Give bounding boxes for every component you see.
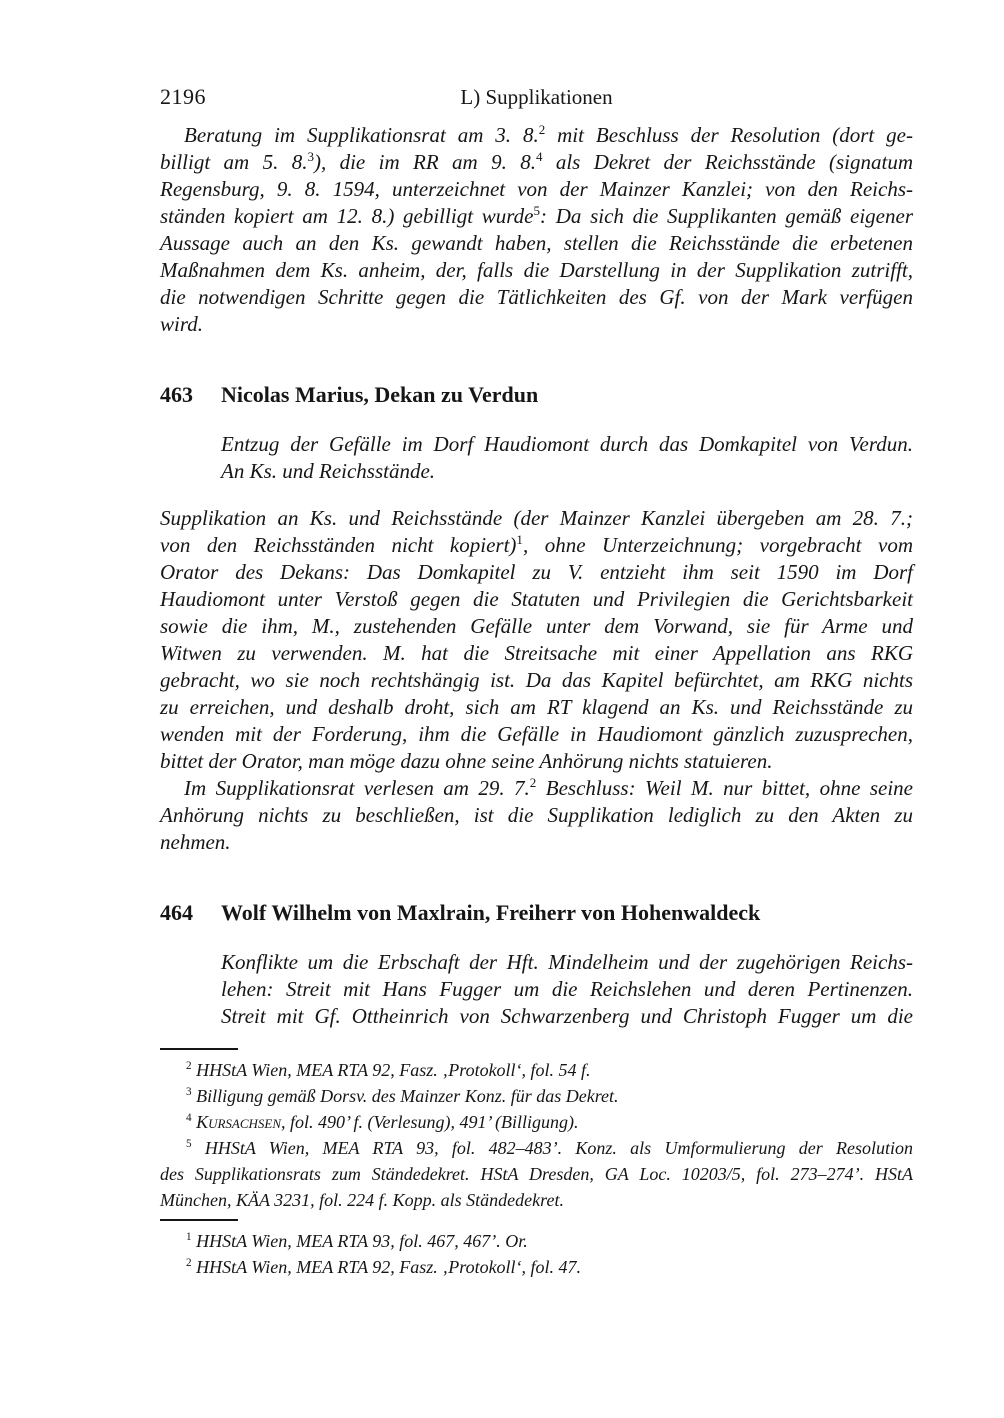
- text-line: Supplikation an Ks. und Reichsstände (der Mainzer Kanzlei übergeben am 28. 7.;: [160, 506, 913, 530]
- text-line: die notwendigen Schritte gegen die Tätlichkeiten des Gf. von der Mark verfügen: [160, 285, 913, 309]
- text-line: sowie die ihm, M., zustehenden Gefälle unter dem Vorwand, sie für Arme und: [160, 614, 913, 638]
- page-number: 2196: [160, 84, 206, 109]
- entry-464-title: Wolf Wilhelm von Maxlrain, Freiherr von Hohenwaldeck: [221, 900, 761, 925]
- text-line: Maßnahmen dem Ks. anheim, der, falls die Darstellung in der Supplikation zutrifft,: [160, 258, 913, 282]
- text-line: Anhörung nichts zu beschließen, ist die Supplikation lediglich zu den Akten zu: [160, 803, 913, 827]
- text-line: gebracht, wo sie noch rechtshängig ist. Da das Kapitel befürchtet, am RKG nichts: [160, 668, 913, 692]
- entry-463-title: Nicolas Marius, Dekan zu Verdun: [221, 382, 539, 407]
- entry-463-number: 463: [160, 382, 193, 407]
- text-line: Entzug der Gefälle im Dorf Haudiomont durch das Domkapitel von Verdun.: [221, 432, 913, 456]
- text-line: billigt am 5. 8.$^3$), die im RR am 9. 8.$^4$ als Dekret der Reichsstände (signatum: [160, 149, 913, 174]
- page-header: [160, 84, 913, 110]
- text-line: $^2$ HHStA Wien, MEA RTA 92, Fasz. ‚Protokoll‘, fol. 54 f.: [186, 1060, 591, 1080]
- text-line: Im Supplikationsrat verlesen am 29. 7.$^2$ Beschluss: Weil M. nur bittet, ohne seine: [184, 775, 914, 800]
- entry-463-heading: [160, 382, 913, 408]
- text-line: Haudiomont unter Verstoß gegen die Statuten und Privilegien die Gerichtsbarkeit: [160, 587, 913, 611]
- text-line: Witwen zu verwenden. M. hat die Streitsache mit einer Appellation ans RKG: [160, 641, 913, 665]
- paragraph-deliberation-462: [160, 122, 913, 338]
- text-line: $^4$ Kursachsen, fol. 490’ f. (Verlesung), 491’ (Billigung).: [186, 1112, 579, 1132]
- footnotes-entry: [160, 1228, 913, 1280]
- entry-463-summary: [221, 431, 913, 485]
- text-line: Konflikte um die Erbschaft der Hft. Mindelheim und der zugehörigen Reichs-: [221, 950, 913, 974]
- footnote-rule: [160, 1048, 238, 1050]
- text-line: Orator des Dekans: Das Domkapitel zu V. entzieht ihm seit 1590 im Dorf: [160, 560, 913, 584]
- text-line: wenden mit der Forderung, ihm die Gefälle in Haudiomont gänzlich zuzusprechen,: [160, 722, 913, 746]
- text-line: ständen kopiert am 12. 8.) gebilligt wurde$^5$: Da sich die Supplikanten gemäß eigener: [160, 203, 914, 228]
- text-line: bittet der Orator, man möge dazu ohne seine Anhörung nichts statuieren.: [160, 749, 773, 773]
- text-line: lehen: Streit mit Hans Fugger um die Reichslehen und deren Pertinenzen.: [221, 977, 913, 1001]
- entry-463-resolution: [160, 775, 913, 856]
- text-line: nehmen.: [160, 830, 231, 854]
- text-line: Beratung im Supplikationsrat am 3. 8.$^2$ mit Beschluss der Resolution (dort ge-: [184, 122, 913, 147]
- footnotes-primary: [160, 1057, 913, 1213]
- text-line: zu erreichen, und deshalb droht, sich am RT klagend an Ks. und Reichsstände zu: [160, 695, 913, 719]
- entry-464-heading: [160, 900, 913, 926]
- entry-464-number: 464: [160, 900, 193, 925]
- text-line: des Supplikationsrats zum Ständedekret. HStA Dresden, GA Loc. 10203/5, fol. 273–274’. HStA: [160, 1164, 913, 1184]
- text-line: München, KÄA 3231, fol. 224 f. Kopp. als Ständedekret.: [160, 1190, 564, 1210]
- text-line: Streit mit Gf. Ottheinrich von Schwarzenberg und Christoph Fugger um die: [221, 1004, 913, 1028]
- text-line: $^3$ Billigung gemäß Dorsv. des Mainzer Konz. für das Dekret.: [186, 1086, 619, 1106]
- footnote-block-primary: [160, 1048, 913, 1213]
- entry-463-body: [160, 505, 913, 775]
- footnote-rule: [160, 1219, 238, 1221]
- entry-464-summary: [221, 949, 913, 1030]
- text-line: wird.: [160, 312, 203, 336]
- text-line: $^2$ HHStA Wien, MEA RTA 92, Fasz. ‚Protokoll‘, fol. 47.: [186, 1257, 582, 1277]
- running-title: L) Supplikationen: [460, 85, 613, 109]
- text-line: An Ks. und Reichsstände.: [221, 459, 436, 483]
- text-line: Regensburg, 9. 8. 1594, unterzeichnet von der Mainzer Kanzlei; von den Reichs-: [160, 177, 913, 201]
- text-line: von den Reichsständen nicht kopiert)$^1$, ohne Unterzeichnung; vorgebracht vom: [160, 532, 913, 557]
- text-line: $^1$ HHStA Wien, MEA RTA 93, fol. 467, 467’. Or.: [186, 1231, 528, 1251]
- text-line: $^5$ HHStA Wien, MEA RTA 93, fol. 482–483’. Konz. als Umformulierung der Resolution: [186, 1138, 913, 1158]
- text-line: Aussage auch an den Ks. gewandt haben, stellen die Reichsstände die erbetenen: [160, 231, 913, 255]
- footnote-block-entry: [160, 1219, 913, 1280]
